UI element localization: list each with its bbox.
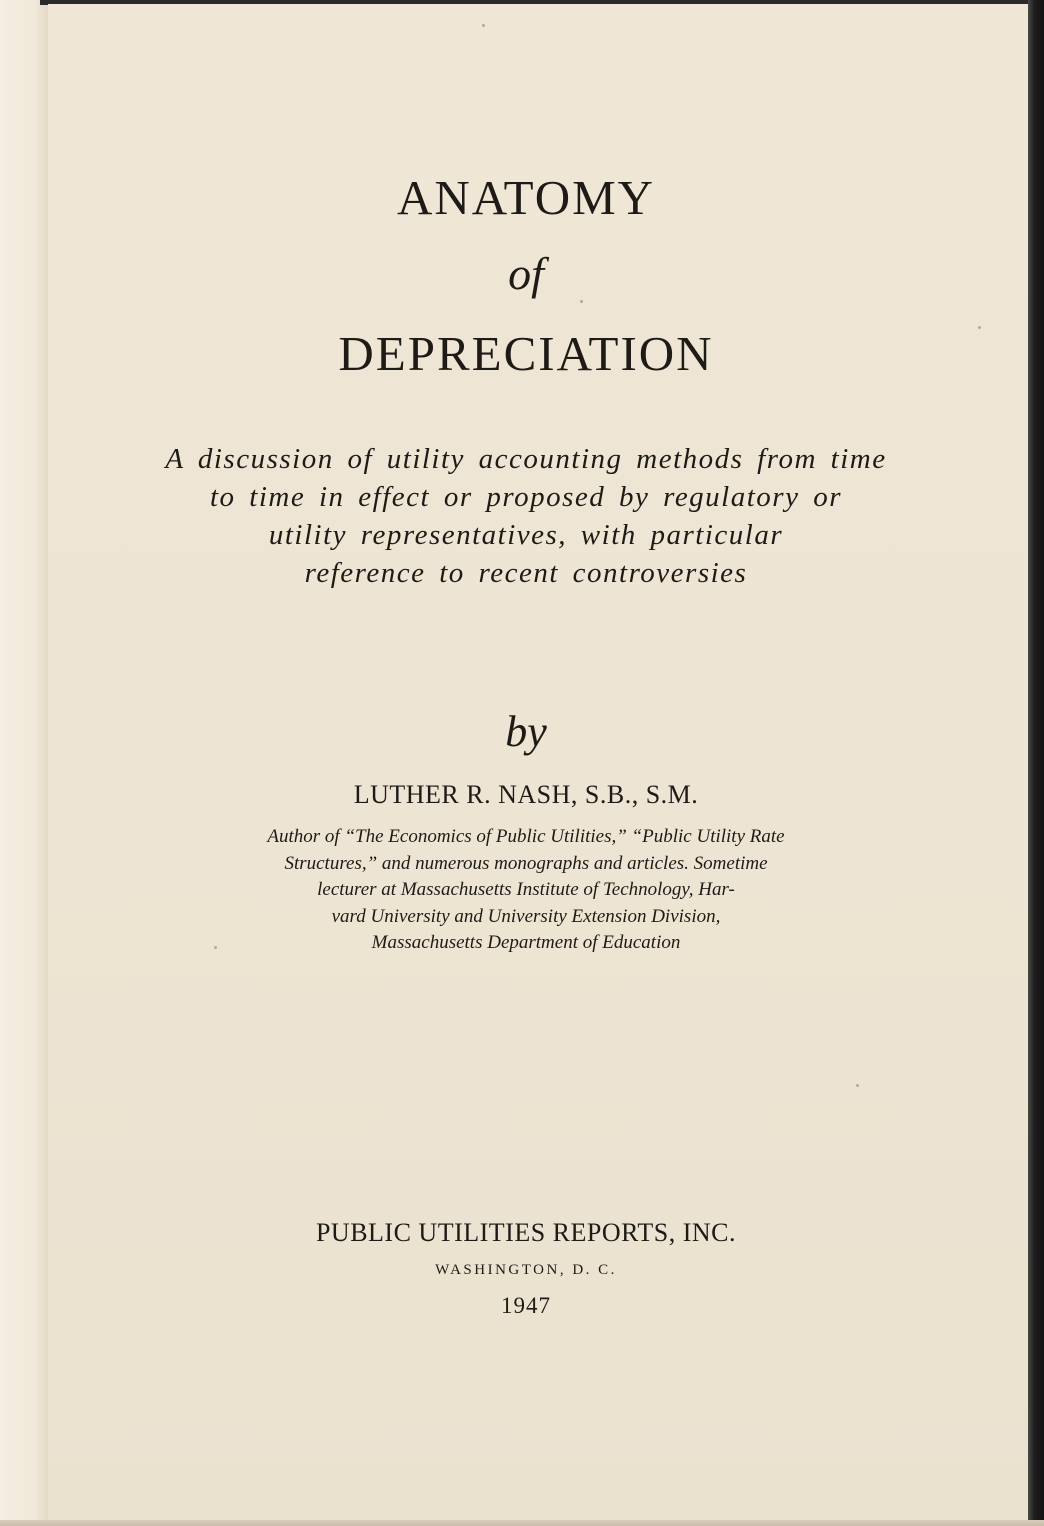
- subtitle-line: A discussion of utility accounting methods from time: [165, 443, 887, 475]
- title-page: [48, 4, 1028, 1520]
- paper-speck: [856, 1084, 859, 1087]
- credentials-line: Structures,” and numerous monographs and articles. Sometime: [284, 852, 768, 874]
- subtitle-line: to time in effect or proposed by regulatory or: [210, 481, 842, 513]
- credentials-line: vard University and University Extension Division,: [331, 905, 721, 927]
- author-name: LUTHER R. NASH, S.B., S.M.: [353, 780, 699, 809]
- author-credentials: [48, 824, 1004, 957]
- title-connector: of: [508, 248, 544, 299]
- credentials-line: Massachusetts Department of Education: [371, 932, 681, 953]
- publication-year: 1947: [501, 1293, 551, 1318]
- subtitle: [48, 440, 1004, 592]
- publisher-name: PUBLIC UTILITIES REPORTS, INC.: [315, 1218, 737, 1247]
- paper-speck: [978, 326, 981, 329]
- subtitle-line: utility representatives, with particular: [268, 519, 784, 551]
- by-label: by: [505, 707, 547, 756]
- title-line-2: DEPRECIATION: [338, 326, 714, 381]
- paper-speck: [580, 300, 583, 303]
- paper-speck: [482, 24, 485, 27]
- book-cover-edge: [1028, 0, 1044, 1526]
- credentials-line: Author of “The Economics of Public Utilities,” “Public Utility Rate: [267, 826, 785, 847]
- subtitle-line: reference to recent controversies: [304, 557, 748, 589]
- paper-speck: [214, 946, 217, 949]
- bottom-edge: [0, 1520, 1044, 1526]
- credentials-line: lecturer at Massachusetts Institute of Technology, Har-: [317, 879, 735, 900]
- title-line-1: ANATOMY: [396, 170, 656, 225]
- publisher-city: WASHINGTON, D. C.: [435, 1262, 617, 1278]
- page-gutter: [0, 0, 49, 1526]
